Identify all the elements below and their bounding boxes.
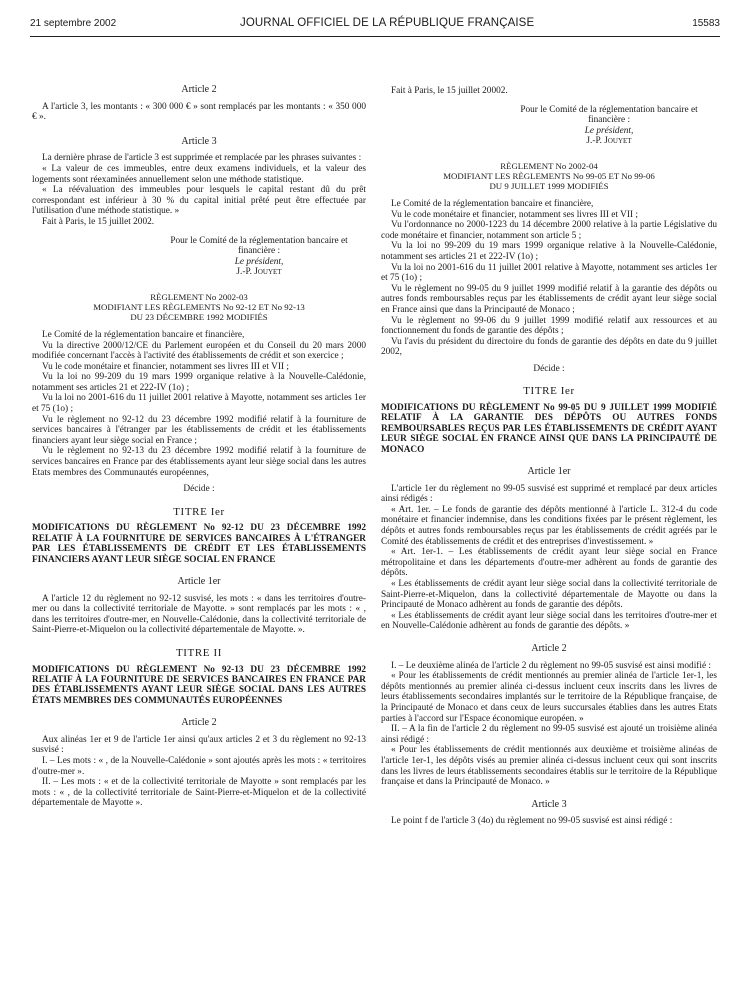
paragraph: A l'article 12 du règlement no 92-12 susvisé, les mots : « dans les territoires d'outre-mer ou dans la collectivité territoriale de Mayotte. » sont remplacés par les mots : « , dans les territoires d'outre-mer, en Nouvelle-Calédonie, dans la collectivité territoriale de Saint-Pierre-et-Miquelon ou la collectivité départementale de Mayotte. ». [32,593,366,636]
spacer [32,278,366,292]
paragraph: Vu le règlement no 99-05 du 9 juillet 1999 modifié relatif à la garantie des dépôts ou autres fonds remboursables reçus par les établissements de crédit ayant leur siège social en France ainsi que dans la Principauté de Monaco ; [381,283,717,315]
signature-title-text: Le président, [234,256,284,267]
date-line: Fait à Paris, le 15 juillet 2002. [42,216,155,227]
paragraph: I. – Les mots : « , de la Nouvelle-Calédonie » sont ajoutés après les mots : « territoires d'outre-mer ». [32,756,366,777]
article-heading: Article 1er [527,466,571,478]
paragraph: « Les établissements de crédit ayant leur siège social dans les territoires d'outre-mer et en Nouvelle-Calédonie adhèrent au fonds de garantie des dépôts. » [381,610,717,632]
paragraph: I. – Le deuxième alinéa de l'article 2 du règlement no 99-05 susvisé est ainsi modifié : [391,660,711,671]
paragraph: Vu le règlement no 92-12 du 23 décembre 1992 modifié relatif à la fourniture de services bancaires à l'étranger par les établissements de crédit et les établissements financiers ayant leur siège social en France ; [32,414,366,446]
paragraph: « La valeur de ces immeubles, entre deux examens individuels, et la valeur des logements sont réexaminées annuellement selon une méthode statistique. [32,163,366,185]
signature-name: J.-P. Jouyet [586,136,632,147]
signature-title [152,257,366,268]
titre-heading: TITRE Ier [173,505,225,518]
spacer [32,322,366,330]
article-heading: Article 2 [181,717,217,729]
signature-title [501,126,717,137]
page-header [30,0,720,30]
header-date: 21 septembre 2002 [30,18,117,29]
right-column [381,86,717,827]
regulation-title: RÈGLEMENT No 2002-04 [500,160,598,171]
article-heading: Article 3 [531,798,567,810]
paragraph: Le point f de l'article 3 (4o) du règlement no 99-05 susvisé est ainsi rédigé : [391,816,673,827]
paragraph: Vu la loi no 99-209 du 19 mars 1999 organique relative à la Nouvelle-Calédonie, notamment ses articles 21 et 222-IV (1o) ; [32,372,366,393]
paragraph: L'article 1er du règlement no 99-05 susvisé est supprimé et remplacé par deux articles ainsi rédigés : [381,483,717,505]
titre-text: MODIFICATIONS DU RÈGLEMENT No 92-12 DU 23 DÉCEMBRE 1992 RELATIF À LA FOURNITURE DE SERVICES BANCAIRES À L'ÉTRANGER PAR LES ÉTABLISSEMENTS DE CRÉDIT ET LES ÉTABLISSEMENTS FINANCIERS AYANT LEUR SIÈGE SOCIAL EN FRANCE [32,523,366,565]
date-line: Fait à Paris, le 15 juillet 20002. [391,86,508,96]
paragraph: Vu le code monétaire et financier, notamment ses livres III et VII ; [42,361,289,372]
paragraph: A l'article 3, les montants : « 300 000 € » sont remplacés par les montants : « 350 000 € ». [32,101,366,123]
signature-title-text: Le président, [584,125,634,136]
paragraph: Vu la loi no 99-209 du 19 mars 1999 organique relative à la Nouvelle-Calédonie, notamment ses articles 21 et 222-IV (1o) ; [381,241,717,262]
titre-heading: TITRE Ier [523,385,575,398]
paragraph: Vu le code monétaire et financier, notamment ses livres III et VII ; [391,209,638,220]
paragraph: Vu le règlement no 92-13 du 23 décembre 1992 modifié relatif à la fourniture de services bancaires en France par des établissements ayant leur siège social dans les autres Etats membres des Communautés européennes, [32,446,366,478]
regulation-subtitle: DU 9 JUILLET 1999 MODIFIÉS [489,180,609,191]
paragraph: Le Comité de la réglementation bancaire et financière, [42,329,245,340]
regulation-subtitle: DU 23 DÉCEMBRE 1992 MODIFIÉS [130,311,268,322]
decide-line: Décide : [183,484,215,495]
left-column [32,85,366,809]
paragraph: Vu l'ordonnance no 2000-1223 du 14 décembre 2000 relative à la partie Législative du code monétaire et financier, notamment son article 5 ; [381,220,717,241]
paragraph: II. – Les mots : « et de la collectivité territoriale de Mayotte » sont remplacés par les mots : « , de la collectivité territoriale de Saint-Pierre-et-Miquelon et de la collectivité départementale de Mayotte ». [32,777,366,809]
header-page-number: 15583 [692,18,720,29]
paragraph: « Les établissements de crédit ayant leur siège social dans la collectivité territoriale de Saint-Pierre-et-Miquelon, dans la collectivité départementale de Mayotte ou dans la Principauté de Monaco adhèrent au fonds de garantie des dépôts. [381,579,717,611]
spacer [381,147,717,161]
signature-line: Pour le Comité de la réglementation bancaire et financière : [520,104,698,126]
article-heading: Article 1er [177,576,221,588]
titre-text: MODIFICATIONS DU RÈGLEMENT No 99-05 DU 9 JUILLET 1999 MODIFIÉ RELATIF À LA GARANTIE DES DÉPÔTS OU AUTRES FONDS REMBOURSABLES REÇUS PAR LES ÉTABLISSEMENTS DE CRÉDIT AYANT LEUR SIÈGE SOCIAL EN FRANCE AINSI QUE DANS LA PRINCIPAUTÉ DE MONACO [381,403,717,455]
paragraph: II. – A la fin de l'article 2 du règlement no 99-05 susvisé est ajouté un troisième alinéa ainsi rédigé : [381,724,717,745]
regulation-subtitle: MODIFIANT LES RÈGLEMENTS No 99-05 ET No 99-06 [443,170,655,181]
paragraph: Vu l'avis du président du directoire du fonds de garantie des dépôts en date du 9 juillet 2002, [381,336,717,358]
paragraph: Vu la loi no 2001-616 du 11 juillet 2001 relative à Mayotte, notamment ses articles 1er et 75 (1o) ; [381,262,717,284]
regulation-title: RÈGLEMENT No 2002-03 [150,291,248,302]
article-heading: Article 2 [531,643,567,654]
header-journal-title: JOURNAL OFFICIEL DE LA RÉPUBLIQUE FRANÇAISE [240,17,535,29]
paragraph: « La réévaluation des immeubles pour lesquels le capital restant dû du prêt correspondant est inférieur à 30 % du capital initial prêté peut être effectuée par l'utilisation d'une méthode statistique. » [32,185,366,217]
paragraph: Vu la loi no 2001-616 du 11 juillet 2001 relative à Mayotte, notamment ses articles 1er et 75 (1o) ; [32,393,366,415]
paragraph: Vu la directive 2000/12/CE du Parlement européen et du Conseil du 20 mars 2000 modifiée concernant l'accès à l'activité des établissements de crédit et son exercice ; [32,340,366,362]
signature-line: Pour le Comité de la réglementation bancaire et financière : [170,235,348,257]
paragraph: La dernière phrase de l'article 3 est supprimée et remplacée par les phrases suivantes : [42,153,362,164]
regulation-subtitle: MODIFIANT LES RÈGLEMENTS No 92-12 ET No 92-13 [93,301,305,312]
paragraph: « Art. 1er. – Le fonds de garantie des dépôts mentionné à l'article L. 312-4 du code monétaire et financier indemnise, dans les conditions fixées par le présent règlement, les dépôts et autres fonds remboursables reçus par les établissements de crédit agréés par le Comité des établissements de crédit et des entreprises d'investissement. » [381,504,717,547]
paragraph: « Pour les établissements de crédit mentionnés au premier alinéa de l'article 1er-1, les dépôts mentionnés au premier alinéa ci-dessus incluent ceux inscrits dans les livres de leurs établissements secondaires implantés sur le territoire de la République française, de la Principauté de Monaco et dans ceux de leurs succursales établies dans les autres Etats parties à l'accord sur l'Espace économique européen. » [381,671,717,724]
paragraph: Aux alinéas 1er et 9 de l'article 1er ainsi qu'aux articles 2 et 3 du règlement no 92-13 susvisé : [32,734,366,756]
article-heading: Article 2 [181,84,217,95]
paragraph: « Art. 1er-1. – Les établissements de crédit ayant leur siège social en France métropolitaine et dans les départements d'outre-mer adhèrent au fonds de garantie des dépôts. [381,547,717,579]
titre-text: MODIFICATIONS DU RÈGLEMENT No 92-13 DU 23 DÉCEMBRE 1992 RELATIF À LA FOURNITURE DE SERVICES BANCAIRES EN FRANCE PAR DES ÉTABLISSEMENTS AYANT LEUR SIÈGE SOCIAL DANS LES AUTRES ÉTATS MEMBRES DES COMMUNAUTÉS EUROPÉENNES [32,664,366,706]
paragraph: Le Comité de la réglementation bancaire et financière, [391,198,594,209]
paragraph: Vu le règlement no 99-06 du 9 juillet 1999 modifié relatif aux ressources et au fonctionnement du fonds de garantie des dépôts ; [381,315,717,337]
signature-name: J.-P. Jouyet [236,267,282,278]
paragraph: « Pour les établissements de crédit mentionnés aux deuxième et troisième alinéas de l'article 1er-1, les dépôts visés au premier alinéa ci-dessus incluent ceux qui sont inscrits dans les livres de leurs établissements secondaires établis sur le territoire de la République française et dans la Principauté de Monaco. » [381,745,717,788]
header-rule [30,36,720,37]
titre-heading: TITRE II [175,647,223,659]
spacer [32,228,366,236]
article-heading: Article 3 [181,135,217,147]
spacer [381,97,717,105]
spacer [381,191,717,199]
decide-line: Décide : [533,363,565,374]
